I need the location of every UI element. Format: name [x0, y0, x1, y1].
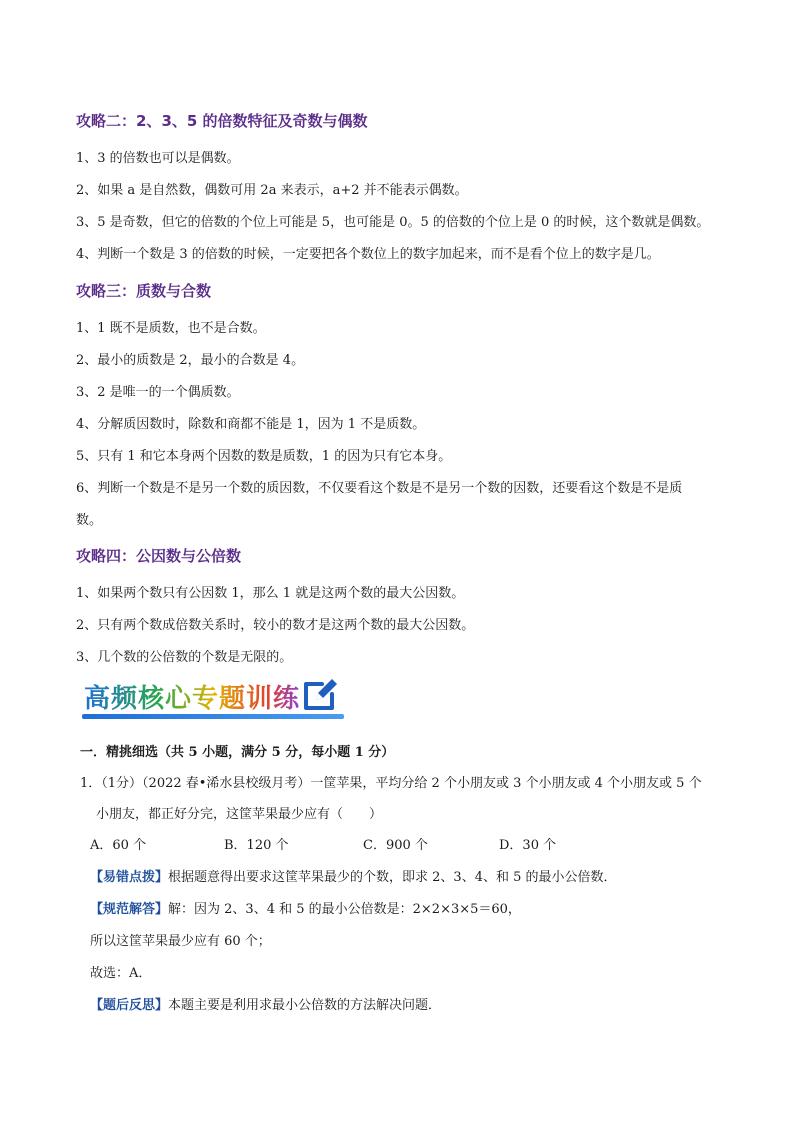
answer-tag: 【规范解答】: [90, 902, 169, 917]
section-heading-2: 攻略二：2、3、5 的倍数特征及奇数与偶数: [76, 112, 368, 130]
list-item: 6、判断一个数是不是另一个数的质因数，不仅要看这个数是不是另一个数的因数，还要看这个数是不是质: [76, 481, 683, 496]
answer-options: [90, 834, 610, 854]
answer-continuation: 所以这筐苹果最少应有 60 个；: [90, 934, 271, 949]
list-item: 5、只有 1 和它本身两个因数的数是质数，1 的因为只有它本身。: [76, 449, 452, 464]
list-item: 3、5 是奇数，但它的倍数的个位上可能是 5，也可能是 0。5 的倍数的个位上是 0 的时候，这个数就是偶数。: [76, 215, 710, 230]
list-item-continuation: 数。: [76, 513, 103, 528]
option-a: A．60 个: [90, 838, 147, 853]
banner-title: 高频核心专题训练: [84, 678, 300, 715]
hint-line: [90, 866, 617, 885]
section-heading-3: 攻略三：质数与合数: [76, 282, 212, 300]
hint-text: 根据题意得出要求这筐苹果最少的个数，即求 2、3、4、和 5 的最小公倍数．: [168, 870, 617, 885]
list-item: 2、只有两个数成倍数关系时，较小的数才是这两个数的最大公因数。: [76, 618, 475, 633]
choice-line: 故选：A．: [90, 966, 152, 981]
list-item: 4、分解质因数时，除数和商都不能是 1，因为 1 不是质数。: [76, 417, 426, 432]
edit-icon: [300, 674, 340, 714]
question-stem: 1．（1分）（2022 春•浠水县校级月考）一筐苹果，平均分给 2 个小朋友或 3 个小朋友或 4 个小朋友或 5 个: [80, 776, 702, 791]
option-b: B．120 个: [224, 838, 289, 853]
answer-line: [90, 898, 521, 917]
option-d: D．30 个: [499, 838, 557, 853]
part-title: 一．精挑细选（共 5 小题，满分 5 分，每小题 1 分）: [80, 745, 395, 760]
reflect-tag: 【题后反思】: [90, 998, 169, 1013]
answer-text: 解：因为 2、3、4 和 5 的最小公倍数是：2×2×3×5＝60，: [168, 902, 521, 917]
list-item: 1、如果两个数只有公因数 1，那么 1 就是这两个数的最大公因数。: [76, 586, 465, 601]
list-item: 4、判断一个数是 3 的倍数的时候，一定要把各个数位上的数字加起来，而不是看个位上的数字是几。: [76, 247, 660, 262]
question-stem-continuation: 小朋友，都正好分完，这筐苹果最少应有（ ）: [96, 807, 383, 822]
banner-underline: [82, 714, 344, 719]
list-item: 1、1 既不是质数，也不是合数。: [76, 321, 266, 336]
reflect-line: [90, 994, 441, 1013]
list-item: 3、2 是唯一的一个偶质数。: [76, 385, 240, 400]
section-heading-4: 攻略四：公因数与公倍数: [76, 547, 242, 565]
option-c: C．900 个: [363, 838, 428, 853]
reflect-text: 本题主要是利用求最小公倍数的方法解决问题．: [168, 998, 442, 1013]
hint-tag: 【易错点拨】: [90, 870, 169, 885]
training-banner: [82, 672, 348, 724]
list-item: 2、最小的质数是 2，最小的合数是 4。: [76, 353, 305, 368]
list-item: 3、几个数的公倍数的个数是无限的。: [76, 650, 293, 665]
list-item: 2、如果 a 是自然数，偶数可用 2a 来表示，a+2 并不能表示偶数。: [76, 183, 468, 198]
list-item: 1、3 的倍数也可以是偶数。: [76, 151, 240, 166]
